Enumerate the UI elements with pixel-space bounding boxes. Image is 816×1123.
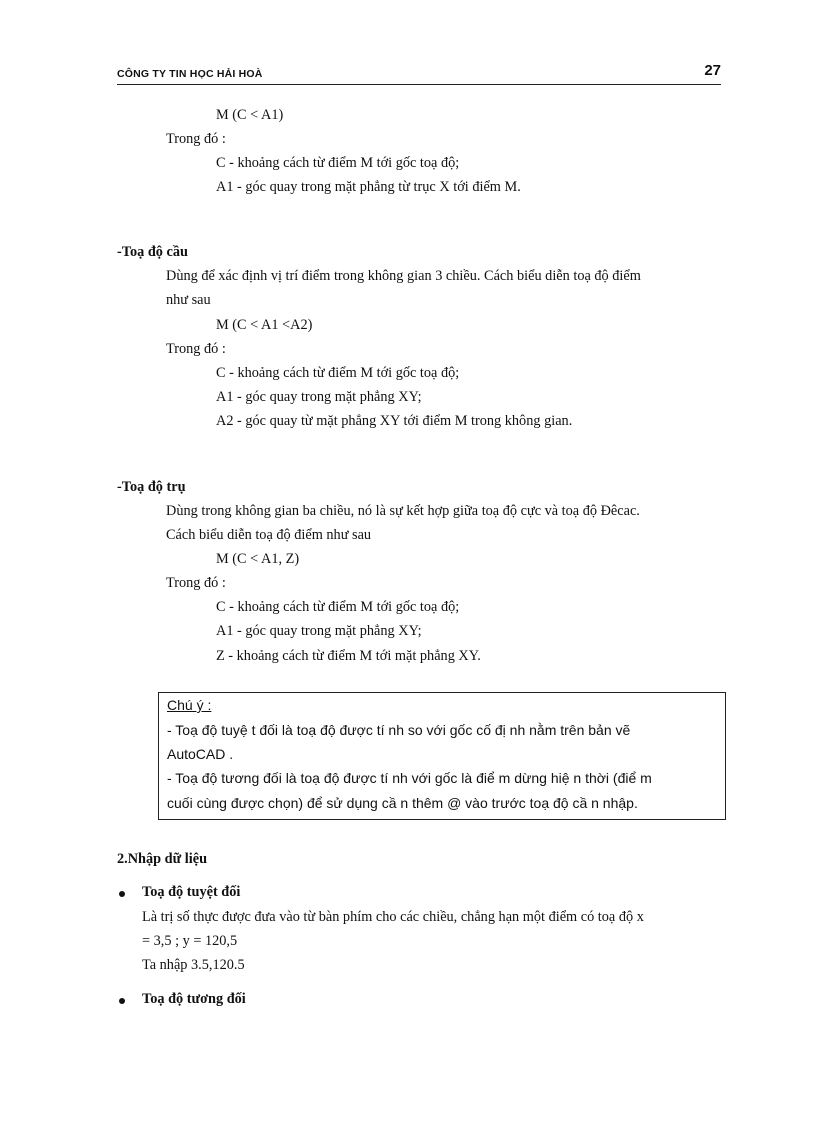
cylindrical-item-c: C - khoảng cách từ điểm M tới gốc toạ độ; [216,599,460,615]
absolute-line-2: = 3,5 ; y = 120,5 [142,933,238,949]
spherical-item-a2: A2 - góc quay từ mặt phẳng XY tới điểm M trong không gian. [216,413,573,429]
spherical-formula: M (C < A1 <A2) [216,317,313,333]
note-line-3: - Toạ độ tương đối là toạ độ được tí nh với gốc là điể m dừng hiệ n thời (điể m [167,770,652,786]
spherical-where: Trong đó : [166,341,226,357]
input-section-heading: 2.Nhập dữ liệu [117,851,208,867]
spherical-desc-2: như sau [166,292,211,308]
polar-item-a1: A1 - góc quay trong mặt phẳng từ trục X tới điểm M. [216,179,521,195]
cylindrical-item-z: Z - khoảng cách từ điểm M tới mặt phẳng XY. [216,648,481,664]
cylindrical-desc-2: Cách biểu diễn toạ độ điểm như sau [166,527,372,543]
absolute-line-1: Là trị số thực được đưa vào từ bàn phím cho các chiều, chẳng hạn một điểm có toạ độ x [142,909,644,925]
company-name: CÔNG TY TIN HỌC HẢI HOÀ [117,68,263,80]
note-line-2: AutoCAD . [167,746,234,762]
spherical-desc-1: Dùng để xác định vị trí điểm trong không gian 3 chiều. Cách biểu diễn toạ độ điểm [166,268,641,284]
polar-item-c: C - khoảng cách từ điểm M tới gốc toạ độ; [216,155,460,171]
cylindrical-where: Trong đó : [166,575,226,591]
page-number: 27 [704,62,721,79]
cylindrical-formula: M (C < A1, Z) [216,551,300,567]
page-header [117,62,721,85]
cylindrical-heading: -Toạ độ trụ [117,479,186,495]
note-line-4: cuối cùng được chọn) để sử dụng cầ n thêm @ vào trước toạ độ cầ n nhập. [167,795,638,811]
bullet-icon [119,891,125,897]
spherical-heading: -Toạ độ cầu [117,244,188,260]
note-title: Chú ý : [167,697,212,713]
relative-title: Toạ độ tương đối [142,991,246,1007]
polar-formula: M (C < A1) [216,107,284,123]
spherical-item-a1: A1 - góc quay trong mặt phẳng XY; [216,389,422,405]
cylindrical-desc-1: Dùng trong không gian ba chiều, nó là sự kết hợp giữa toạ độ cực và toạ độ Đêcac. [166,503,640,519]
absolute-title: Toạ độ tuyệt đối [142,884,241,900]
note-box [158,692,726,820]
note-line-1: - Toạ độ tuyệ t đối là toạ độ được tí nh so với gốc cố đị nh nằm trên bản vẽ [167,722,631,738]
spherical-item-c: C - khoảng cách từ điểm M tới gốc toạ độ; [216,365,460,381]
polar-where: Trong đó : [166,131,226,147]
absolute-line-3: Ta nhập 3.5,120.5 [142,957,245,973]
cylindrical-item-a1: A1 - góc quay trong mặt phẳng XY; [216,623,422,639]
bullet-icon [119,998,125,1004]
